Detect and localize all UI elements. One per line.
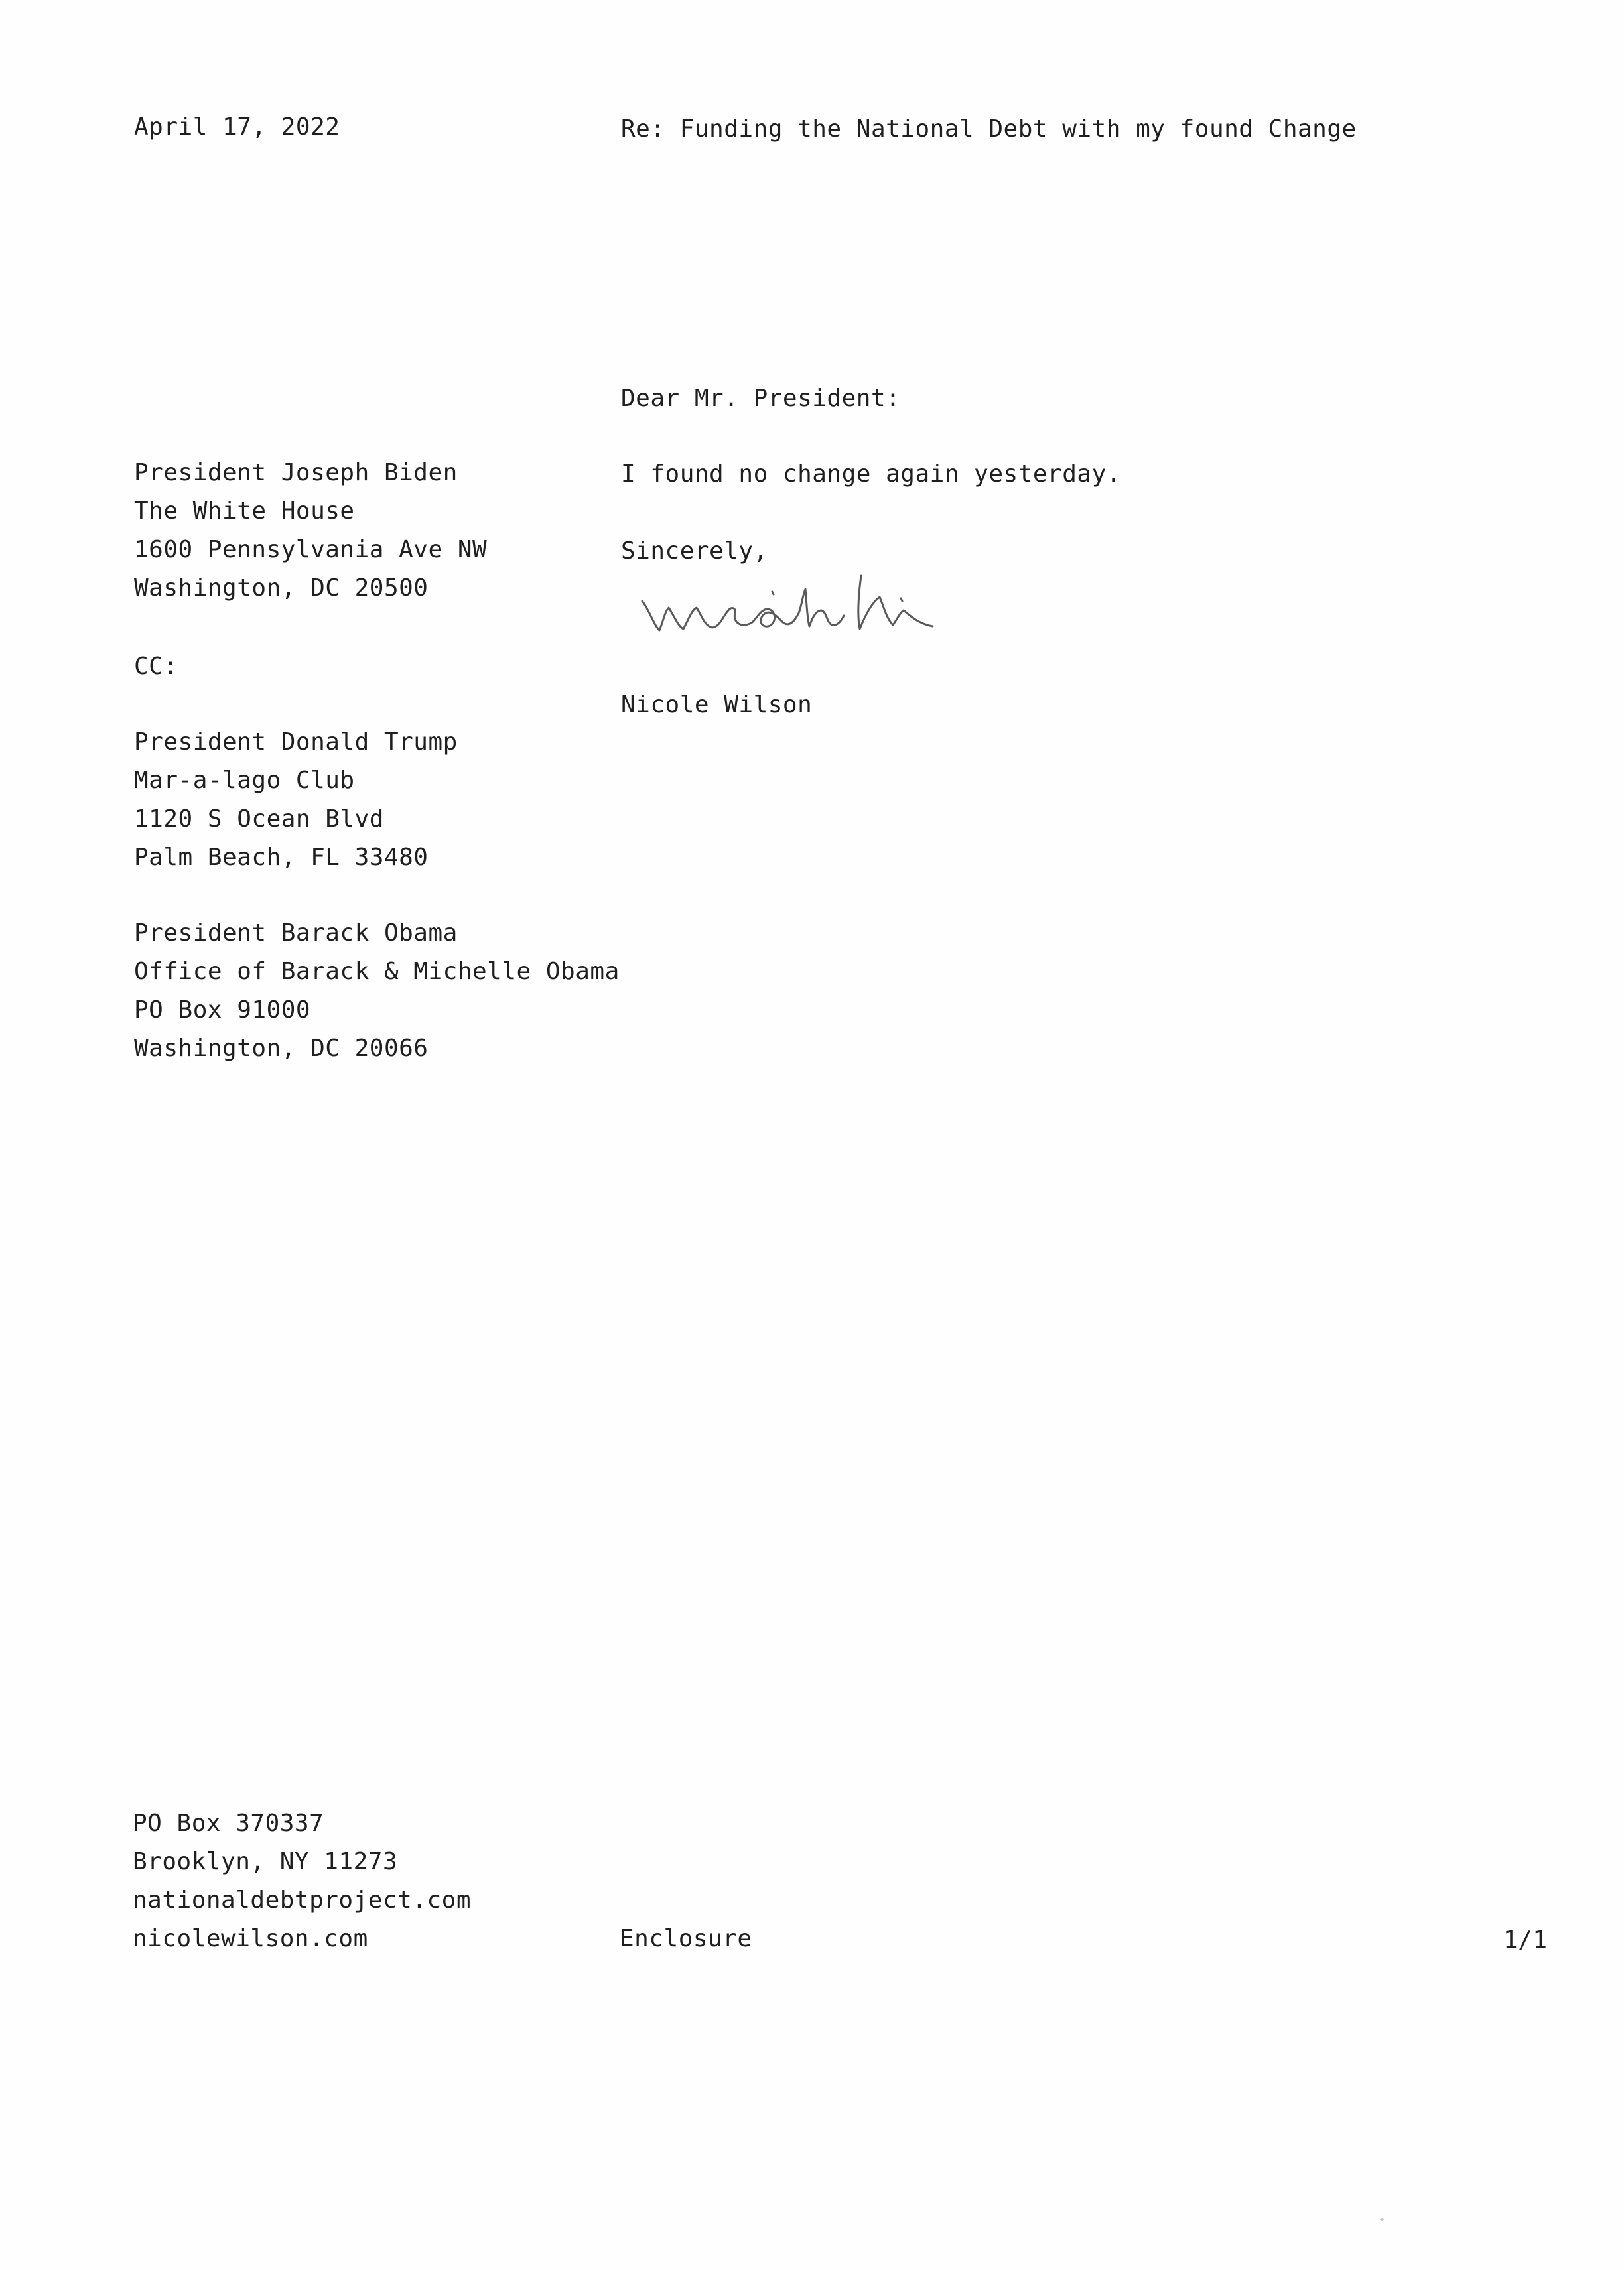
cc-address-obama [134, 914, 620, 1068]
handwritten-signature [636, 569, 1007, 655]
recipient-line: President Joseph Biden [134, 459, 458, 486]
sender-line: Brooklyn, NY 11273 [133, 1848, 398, 1875]
sender-address [133, 1804, 471, 1958]
cc-label: CC: [134, 653, 178, 680]
sender-line: nationaldebtproject.com [133, 1887, 471, 1914]
recipient-line: Washington, DC 20500 [134, 574, 429, 602]
letter-subject: Re: Funding the National Debt with my found Change [621, 115, 1357, 143]
enclosure-note: Enclosure [620, 1925, 752, 1952]
recipient-line: The White House [134, 498, 355, 525]
cc-line: President Barack Obama [134, 919, 458, 947]
scan-speck [1380, 2218, 1384, 2221]
letter-body: I found no change again yesterday. [621, 460, 1121, 488]
sender-line: PO Box 370337 [133, 1810, 324, 1837]
closing: Sincerely, [621, 537, 768, 565]
recipient-address [134, 454, 487, 608]
cc-line: Office of Barack & Michelle Obama [134, 958, 620, 985]
recipient-line: 1600 Pennsylvania Ave NW [134, 536, 488, 563]
cc-line: Mar-a-lago Club [134, 767, 355, 794]
signature-name: Nicole Wilson [621, 691, 813, 718]
cc-line: Palm Beach, FL 33480 [134, 844, 429, 871]
cc-line: 1120 S Ocean Blvd [134, 805, 384, 833]
cc-address-trump [134, 723, 458, 877]
cc-line: PO Box 91000 [134, 996, 311, 1024]
salutation: Dear Mr. President: [621, 385, 901, 412]
cc-line: President Donald Trump [134, 728, 458, 756]
cc-line: Washington, DC 20066 [134, 1035, 429, 1062]
letter-date: April 17, 2022 [134, 113, 340, 141]
page-number: 1/1 [1503, 1926, 1548, 1954]
sender-line: nicolewilson.com [133, 1925, 368, 1952]
